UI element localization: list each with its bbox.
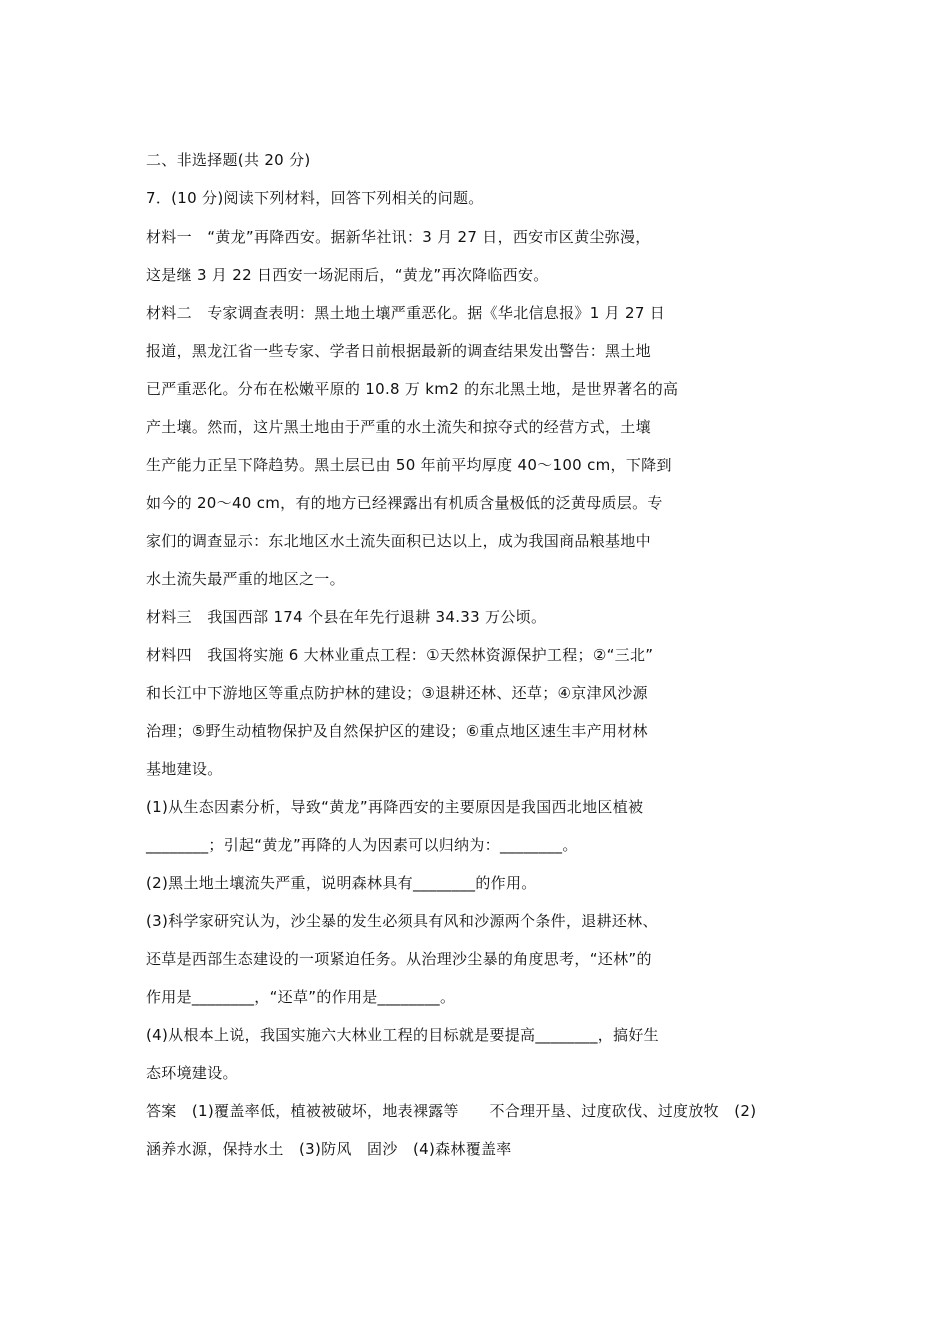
- material-two-line-7: 家们的调查显示：东北地区水土流失面积已达以上，成为我国商品粮基地中: [146, 532, 651, 550]
- material-one-line-1: 材料一 “黄龙”再降西安。据新华社讯：3 月 27 日，西安市区黄尘弥漫，: [146, 228, 651, 246]
- material-two-line-3: 已严重恶化。分布在松嫩平原的 10.8 万 km2 的东北黑土地，是世界著名的高: [146, 380, 679, 398]
- material-two-line-1: 材料二 专家调查表明：黑土地土壤严重恶化。据《华北信息报》1 月 27 日: [146, 304, 666, 322]
- sub-question-3-line-3: 作用是________，“还草”的作用是________。: [146, 988, 456, 1006]
- material-two-line-5: 生产能力正呈下降趋势。黑土层已由 50 年前平均厚度 40～100 cm，下降到: [146, 456, 672, 474]
- sub-question-2: (2)黑土地土壤流失严重，说明森林具有________的作用。: [146, 874, 537, 892]
- material-two-line-8: 水土流失最严重的地区之一。: [146, 570, 345, 588]
- sub-question-3-line-1: (3)科学家研究认为，沙尘暴的发生必须具有风和沙源两个条件，退耕还林、: [146, 912, 658, 930]
- sub-question-1-line-2: ________；引起“黄龙”再降的人为因素可以归纳为：________。: [146, 836, 578, 854]
- question-title: 7．(10 分)阅读下列材料，回答下列相关的问题。: [146, 189, 484, 207]
- material-four-line-3: 治理；⑤野生动植物保护及自然保护区的建设；⑥重点地区速生丰产用材林: [146, 722, 648, 740]
- answer-line-2: 涵养水源，保持水土 (3)防风 固沙 (4)森林覆盖率: [146, 1140, 512, 1158]
- material-four-line-4: 基地建设。: [146, 760, 223, 778]
- sub-question-4-line-2: 态环境建设。: [146, 1064, 238, 1082]
- sub-question-4-line-1: (4)从根本上说，我国实施六大林业工程的目标就是要提高________，搞好生: [146, 1026, 659, 1044]
- material-one-line-2: 这是继 3 月 22 日西安一场泥雨后，“黄龙”再次降临西安。: [146, 266, 549, 284]
- material-four-line-1: 材料四 我国将实施 6 大林业重点工程：①天然林资源保护工程；②“三北”: [146, 646, 654, 664]
- sub-question-1-line-1: (1)从生态因素分析，导致“黄龙”再降西安的主要原因是我国西北地区植被: [146, 798, 644, 816]
- material-two-line-4: 产土壤。然而，这片黑土地由于严重的水土流失和掠夺式的经营方式，土壤: [146, 418, 651, 436]
- sub-question-3-line-2: 还草是西部生态建设的一项紧迫任务。从治理沙尘暴的角度思考，“还林”的: [146, 950, 652, 968]
- material-four-line-2: 和长江中下游地区等重点防护林的建设；③退耕还林、还草；④京津风沙源: [146, 684, 648, 702]
- section-heading: 二、非选择题(共 20 分): [146, 151, 311, 169]
- material-three-line: 材料三 我国西部 174 个县在年先行退耕 34.33 万公顷。: [146, 608, 547, 626]
- material-two-line-2: 报道，黑龙江省一些专家、学者日前根据最新的调查结果发出警告：黑土地: [146, 342, 651, 360]
- material-two-line-6: 如今的 20～40 cm，有的地方已经裸露出有机质含量极低的泛黄母质层。专: [146, 494, 663, 512]
- answer-line-1: 答案 (1)覆盖率低，植被被破坏，地表裸露等 不合理开垦、过度砍伐、过度放牧 (2): [146, 1102, 757, 1120]
